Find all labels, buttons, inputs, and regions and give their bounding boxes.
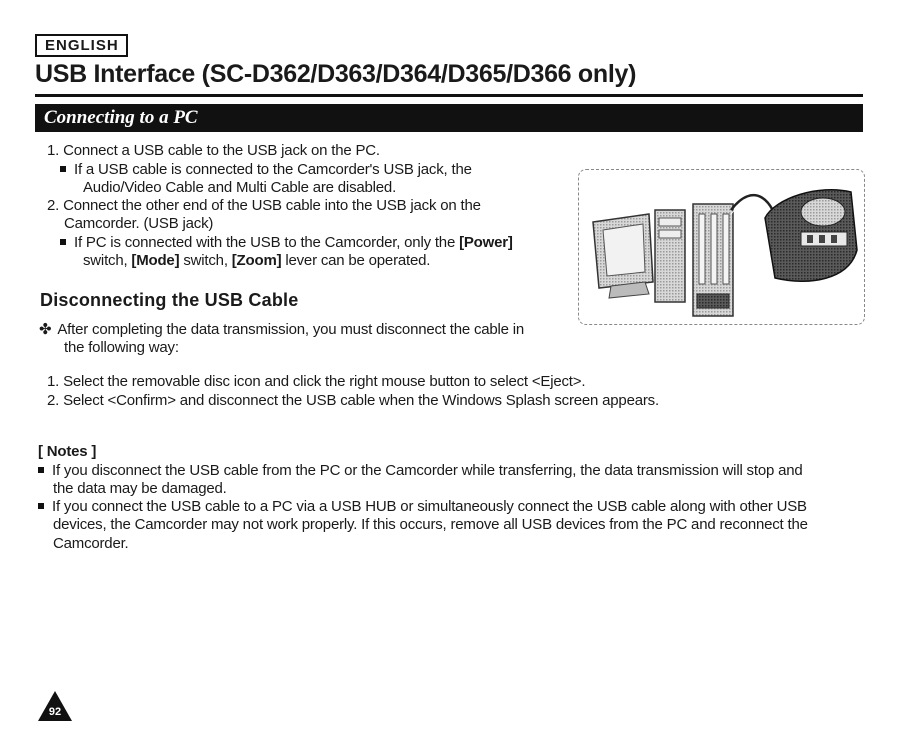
section-bar [35, 104, 863, 132]
connect-step-2-cont: Camcorder. (USB jack) [64, 215, 214, 232]
bullet-square-icon [60, 239, 66, 245]
pc-tower-icon [655, 210, 685, 302]
connect-step-1: 1. Connect a USB cable to the USB jack on the PC. [47, 142, 380, 159]
camcorder-icon [765, 190, 857, 282]
pc-back-panel-icon [693, 204, 733, 316]
pc-monitor-icon [593, 214, 653, 298]
note-2: If you connect the USB cable to a PC via a USB HUB or simultaneously connect the USB cable along with other USB [38, 497, 807, 516]
disconnect-step-1: 1. Select the removable disc icon and click the right mouse button to select <Eject>. [47, 373, 586, 390]
notes-heading: [ Notes ] [38, 443, 97, 460]
connect-step-1-note: If a USB cable is connected to the Camcorder's USB jack, the [60, 160, 472, 179]
note-2-cont: devices, the Camcorder may not work properly. If this occurs, remove all USB devices from the PC and reconnect the [53, 516, 808, 533]
connect-step-1-note-cont: Audio/Video Cable and Multi Cable are disabled. [83, 179, 397, 196]
language-badge: ENGLISH [35, 34, 128, 57]
title-rule [35, 94, 863, 97]
note-1-cont: the data may be damaged. [53, 480, 227, 497]
note-1: If you disconnect the USB cable from the PC or the Camcorder while transferring, the data transmission will stop and [38, 461, 803, 480]
section-title: Connecting to a PC [44, 107, 198, 128]
disconnect-intro: ✤ After completing the data transmission, you must disconnect the cable in [39, 321, 525, 338]
bullet-square-icon [60, 166, 66, 172]
page-number-badge [37, 690, 73, 727]
disconnect-step-2: 2. Select <Confirm> and disconnect the USB cable when the Windows Splash screen appears. [47, 392, 659, 409]
bullet-square-icon [38, 467, 44, 473]
bullet-square-icon [38, 503, 44, 509]
diamond-bullet-icon: ✤ [39, 321, 52, 338]
connect-step-2: 2. Connect the other end of the USB cable into the USB jack on the [47, 197, 481, 214]
connect-step-2-note-cont: switch, [Mode] switch, [Zoom] lever can be operated. [83, 252, 431, 269]
disconnect-intro-cont: the following way: [64, 339, 179, 356]
connect-step-2-note: If PC is connected with the USB to the Camcorder, only the [Power] [60, 233, 513, 252]
page-number: 92 [48, 706, 62, 718]
page-title: USB Interface (SC-D362/D363/D364/D365/D366 only) [35, 60, 637, 88]
usb-connection-illustration [578, 169, 865, 325]
usb-connection-svg [579, 170, 864, 324]
note-2-cont-2: Camcorder. [53, 535, 129, 552]
disconnect-heading: Disconnecting the USB Cable [40, 290, 299, 310]
